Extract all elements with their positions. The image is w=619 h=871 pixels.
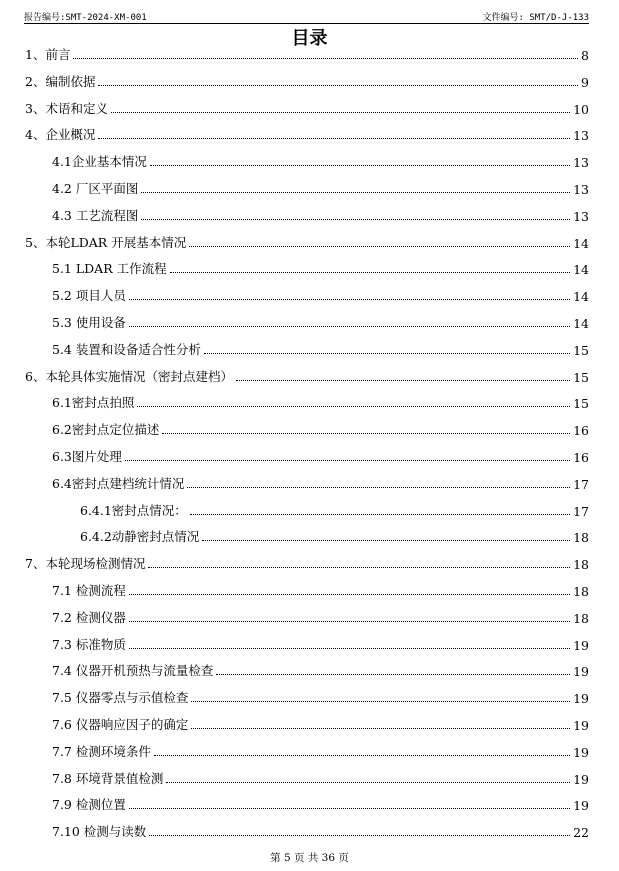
toc-entry-page: 16 <box>573 450 589 465</box>
toc-entry[interactable] <box>52 713 589 733</box>
toc-entry[interactable] <box>25 365 589 385</box>
toc-leader-dots <box>154 755 570 756</box>
toc-leader-dots <box>73 58 578 59</box>
toc-entry-page: 13 <box>573 155 589 171</box>
toc-entry-page: 9 <box>581 74 589 90</box>
toc-entry-page: 13 <box>573 182 589 197</box>
toc-entry[interactable] <box>25 123 589 143</box>
toc-entry-label: 4、企业概况 <box>25 127 96 143</box>
toc-entry[interactable] <box>52 391 589 411</box>
toc-entry-page: 18 <box>573 610 589 626</box>
toc-leader-dots <box>141 192 570 193</box>
toc-entry[interactable] <box>52 150 589 170</box>
toc-entry-page: 22 <box>573 825 589 841</box>
toc-leader-dots <box>149 835 570 836</box>
toc-leader-dots <box>191 701 570 702</box>
toc-entry-label: 6.4.2动静密封点情况 <box>80 529 200 545</box>
toc-entry[interactable] <box>52 740 589 760</box>
toc-entry-label: 6.1密封点拍照 <box>52 395 135 411</box>
page-header <box>24 7 589 24</box>
toc-entry-page: 14 <box>573 289 589 305</box>
toc-entry-label: 7.2 检测仪器 <box>52 609 126 625</box>
toc-entry[interactable] <box>80 499 589 519</box>
toc-entry-page: 14 <box>573 262 589 278</box>
toc-leader-dots <box>204 353 570 354</box>
toc-entry-page: 17 <box>573 476 589 492</box>
toc-entry-page: 19 <box>573 637 589 653</box>
toc-entry-label: 4.3 工艺流程图 <box>52 207 139 223</box>
toc-entry-page: 18 <box>573 584 589 599</box>
toc-entry-page: 19 <box>573 718 589 733</box>
toc-entry-page: 16 <box>573 423 589 439</box>
toc-entry[interactable] <box>52 204 589 224</box>
toc-leader-dots <box>189 246 570 247</box>
toc-entry-label: 5.2 项目人员 <box>52 288 126 304</box>
toc-entry[interactable] <box>52 445 589 465</box>
toc-entry-label: 6.4.1密封点情况： <box>80 502 187 518</box>
toc-entry-label: 5.1 LDAR 工作流程 <box>52 261 167 277</box>
toc-entry[interactable] <box>52 338 589 358</box>
toc-leader-dots <box>129 299 570 300</box>
toc-entry[interactable] <box>25 231 589 251</box>
toc-entry[interactable] <box>52 257 589 277</box>
toc-entry-label: 5、本轮LDAR 开展基本情况 <box>25 234 187 250</box>
toc-entry-label: 3、术语和定义 <box>25 100 108 116</box>
toc-leader-dots <box>141 219 570 220</box>
toc-leader-dots <box>150 165 570 166</box>
toc-leader-dots <box>166 782 570 783</box>
toc-leader-dots <box>129 594 570 595</box>
toc-entry[interactable] <box>25 552 589 572</box>
toc-entry-page: 14 <box>573 235 589 251</box>
file-number: 文件编号: SMT/D-J-133 <box>482 13 589 23</box>
toc-leader-dots <box>170 272 571 273</box>
toc-leader-dots <box>216 674 570 675</box>
toc-entry-label: 4.1企业基本情况 <box>52 154 147 170</box>
toc-entry-label: 4.2 厂区平面图 <box>52 181 139 196</box>
toc-entry-label: 7.4 仪器开机预热与流量检查 <box>52 663 214 679</box>
toc-entry-page: 19 <box>573 664 589 680</box>
toc-entry-label: 7.6 仪器响应因子的确定 <box>52 717 189 732</box>
toc-entry[interactable] <box>52 284 589 304</box>
toc-entry-label: 7、本轮现场检测情况 <box>25 556 146 572</box>
toc-leader-dots <box>129 621 570 622</box>
toc-entry-page: 15 <box>573 369 589 385</box>
toc-entry-label: 5.4 装置和设备适合性分析 <box>52 341 201 357</box>
toc-entry-page: 10 <box>573 101 589 117</box>
toc-entry[interactable] <box>52 418 589 438</box>
toc-entry-page: 18 <box>573 557 589 573</box>
toc-leader-dots <box>162 433 570 434</box>
toc-entry[interactable] <box>52 177 589 197</box>
toc-leader-dots <box>98 85 578 86</box>
toc-entry-page: 13 <box>573 208 589 224</box>
toc-entry-page: 15 <box>573 342 589 358</box>
toc-entry[interactable] <box>52 606 589 626</box>
toc-entry-page: 14 <box>573 316 589 331</box>
toc-leader-dots <box>191 728 570 729</box>
toc-leader-dots <box>187 487 570 488</box>
toc-entry-label: 1、前言 <box>25 47 71 62</box>
toc-entry-label: 7.3 标准物质 <box>52 636 126 652</box>
toc-entry-page: 19 <box>573 744 589 760</box>
toc-entry-label: 6.2密封点定位描述 <box>52 422 160 438</box>
toc-leader-dots <box>148 567 570 568</box>
toc-entry-label: 7.1 检测流程 <box>52 583 126 598</box>
toc-entry[interactable] <box>52 633 589 653</box>
toc-entry[interactable] <box>52 311 589 331</box>
toc-leader-dots <box>129 808 570 809</box>
toc-entry-page: 18 <box>573 530 589 546</box>
toc-leader-dots <box>125 460 570 461</box>
toc-leader-dots <box>98 138 570 139</box>
toc-leader-dots <box>111 112 570 113</box>
toc-entry-label: 7.8 环境背景值检测 <box>52 770 164 786</box>
toc-entry[interactable] <box>80 525 589 545</box>
toc-entry-label: 7.5 仪器零点与示值检查 <box>52 690 189 706</box>
toc-entry-label: 2、编制依据 <box>25 73 96 89</box>
toc-entry-label: 5.3 使用设备 <box>52 315 126 330</box>
toc-entry-label: 6、本轮具体实施情况（密封点建档） <box>25 368 233 384</box>
toc-entry-label: 6.4密封点建档统计情况 <box>52 475 185 491</box>
toc-entry[interactable] <box>52 579 589 599</box>
toc-entry[interactable] <box>52 820 589 840</box>
toc-leader-dots <box>129 326 570 327</box>
toc-entry-label: 7.9 检测位置 <box>52 797 126 813</box>
toc-entry[interactable] <box>52 472 589 492</box>
toc-entry[interactable] <box>25 70 589 90</box>
toc-entry[interactable] <box>52 767 589 787</box>
toc-leader-dots <box>129 648 570 649</box>
toc-entry[interactable] <box>52 686 589 706</box>
toc-entry-label: 7.7 检测环境条件 <box>52 743 151 759</box>
toc-leader-dots <box>190 514 570 515</box>
toc-leader-dots <box>202 540 570 541</box>
toc-entry[interactable] <box>52 659 589 679</box>
toc-entry[interactable] <box>52 793 589 813</box>
toc-title: 目录 <box>291 28 328 49</box>
report-number: 报告编号:SMT-2024-XM-001 <box>24 13 147 23</box>
toc-entry-page: 19 <box>573 798 589 814</box>
toc-entry-page: 15 <box>573 396 589 412</box>
toc-entry-label: 6.3图片处理 <box>52 449 122 464</box>
toc-entry[interactable] <box>25 97 589 117</box>
toc-leader-dots <box>236 380 570 381</box>
toc-entry-page: 19 <box>573 691 589 707</box>
toc-entry-label: 7.10 检测与读数 <box>52 824 147 840</box>
toc-entry-page: 8 <box>581 48 589 63</box>
page-footer: 第 5 页 共 36 页 <box>270 852 349 864</box>
toc-entry-page: 17 <box>573 503 589 519</box>
toc-entry-page: 13 <box>573 128 589 144</box>
toc-leader-dots <box>137 406 570 407</box>
toc-entry[interactable] <box>25 43 589 63</box>
toc-entry-page: 19 <box>573 771 589 787</box>
